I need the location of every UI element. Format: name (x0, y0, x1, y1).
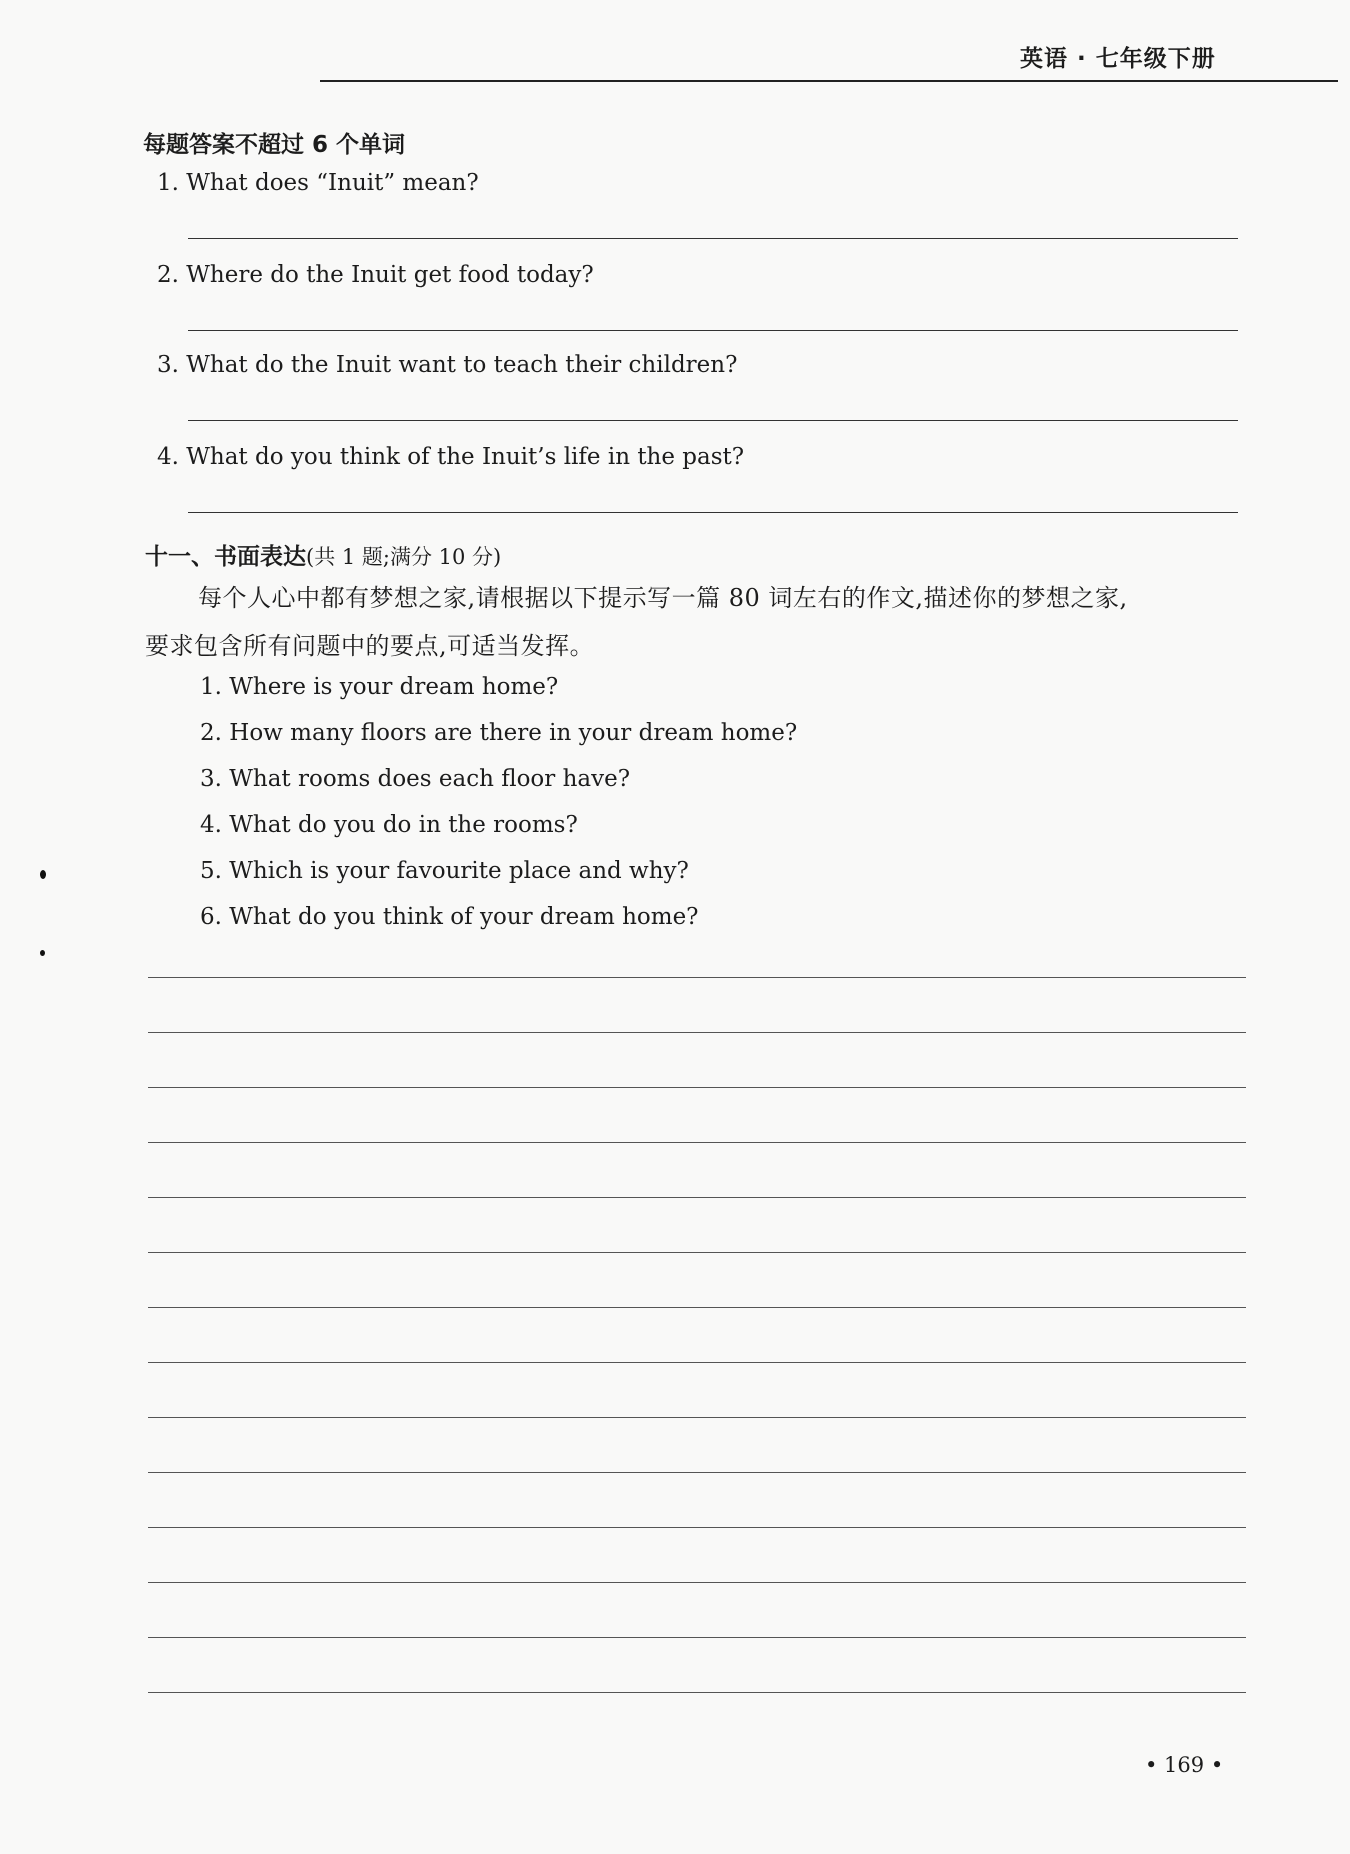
question-number: 4. (157, 444, 179, 470)
answer-line-2[interactable] (188, 330, 1238, 331)
scan-speck (40, 950, 45, 956)
prompt-number: 5. (200, 858, 222, 884)
scan-speck (40, 870, 46, 879)
prompt-4 (200, 812, 578, 838)
prompt-text: Where is your dream home? (229, 674, 559, 700)
prompt-number: 6. (200, 904, 222, 930)
instruction-line-2: 要求包含所有问题中的要点,可适当发挥。 (145, 632, 595, 660)
prompt-text: What do you do in the rooms? (229, 812, 578, 838)
question-text: What does “Inuit” mean? (186, 170, 479, 196)
writing-line[interactable] (148, 1252, 1246, 1253)
writing-line[interactable] (148, 1527, 1246, 1528)
question-2 (157, 262, 594, 288)
prompt-text: How many floors are there in your dream home? (229, 720, 798, 746)
prompt-text: Which is your favourite place and why? (229, 858, 689, 884)
question-1 (157, 170, 479, 196)
writing-line[interactable] (148, 1197, 1246, 1198)
question-text: Where do the Inuit get food today? (186, 262, 594, 288)
prompt-5 (200, 858, 689, 884)
answer-line-3[interactable] (188, 420, 1238, 421)
prompt-number: 3. (200, 766, 222, 792)
writing-line[interactable] (148, 977, 1246, 978)
writing-line[interactable] (148, 1142, 1246, 1143)
answer-instruction: 每题答案不超过 6 个单词 (143, 132, 406, 158)
answer-line-4[interactable] (188, 512, 1238, 513)
writing-line[interactable] (148, 1582, 1246, 1583)
header-title: 英语 · 七年级下册 (1020, 46, 1216, 72)
answer-line-1[interactable] (188, 238, 1238, 239)
question-4 (157, 444, 744, 470)
question-number: 1. (157, 170, 179, 196)
prompt-text: What do you think of your dream home? (229, 904, 699, 930)
writing-line[interactable] (148, 1362, 1246, 1363)
writing-line[interactable] (148, 1417, 1246, 1418)
prompt-text: What rooms does each floor have? (229, 766, 631, 792)
instruction-line-1: 每个人心中都有梦想之家,请根据以下提示写一篇 80 词左右的作文,描述你的梦想之家, (198, 584, 1128, 612)
header-rule (320, 80, 1338, 82)
writing-line[interactable] (148, 1637, 1246, 1638)
section-title: 十一、书面表达 (145, 544, 306, 570)
question-text: What do you think of the Inuit’s life in the past? (186, 444, 745, 470)
prompt-3 (200, 766, 630, 792)
writing-line[interactable] (148, 1472, 1246, 1473)
writing-line[interactable] (148, 1307, 1246, 1308)
section-score-note: (共 1 题;满分 10 分) (306, 545, 502, 569)
question-text: What do the Inuit want to teach their children? (186, 352, 738, 378)
page-number: • 169 • (1145, 1753, 1224, 1777)
prompt-1 (200, 674, 558, 700)
question-number: 2. (157, 262, 179, 288)
writing-line[interactable] (148, 1032, 1246, 1033)
prompt-number: 1. (200, 674, 222, 700)
prompt-2 (200, 720, 797, 746)
section-heading (145, 538, 501, 571)
question-3 (157, 352, 737, 378)
prompt-6 (200, 904, 699, 930)
prompt-number: 4. (200, 812, 222, 838)
writing-line[interactable] (148, 1692, 1246, 1693)
prompt-number: 2. (200, 720, 222, 746)
question-number: 3. (157, 352, 179, 378)
writing-line[interactable] (148, 1087, 1246, 1088)
